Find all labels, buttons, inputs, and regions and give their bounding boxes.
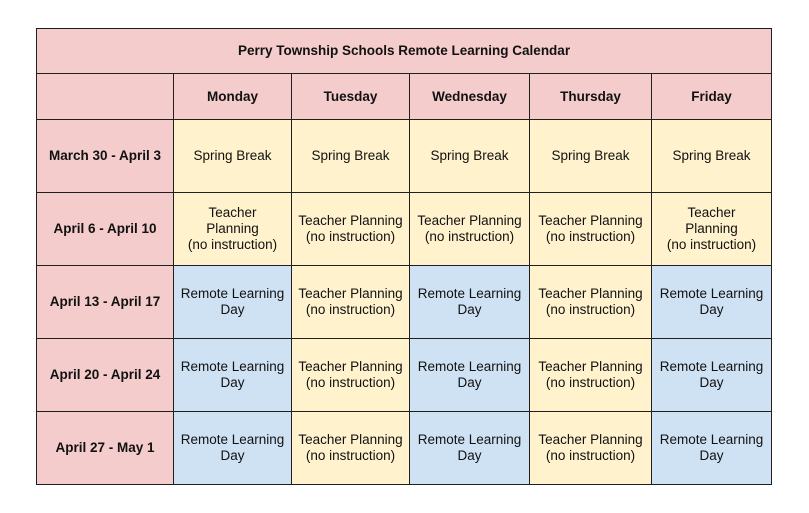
day-cell-tuesday <box>292 412 410 485</box>
cell-text-line: Teacher Planning <box>538 359 643 374</box>
day-cell-monday <box>174 412 292 485</box>
day-cell-thursday <box>530 120 652 193</box>
cell-text-line: Teacher Planning <box>538 286 643 301</box>
cell-text-line: Day <box>699 302 724 317</box>
cell-text-line: Day <box>457 302 482 317</box>
cell-text-line: (no instruction) <box>424 229 515 244</box>
cell-text-line: Spring Break <box>311 148 390 163</box>
day-cell-wednesday <box>410 120 530 193</box>
day-header-thursday: Thursday <box>530 74 652 120</box>
cell-text-line: (no instruction) <box>545 448 636 463</box>
cell-text-line: Remote Learning <box>417 286 522 301</box>
cell-text-line: Day <box>220 448 245 463</box>
day-cell-monday <box>174 266 292 339</box>
day-cell-friday <box>652 266 772 339</box>
cell-text-line: Teacher Planning <box>298 432 403 447</box>
cell-text-line: Remote Learning <box>180 286 285 301</box>
cell-text-line: Day <box>457 448 482 463</box>
cell-text-line: Teacher Planning <box>417 213 522 228</box>
cell-text-line: Remote Learning <box>417 432 522 447</box>
cell-text-line: Spring Break <box>672 148 751 163</box>
day-cell-monday <box>174 120 292 193</box>
cell-text-line: Planning <box>685 221 738 236</box>
day-cell-wednesday <box>410 339 530 412</box>
cell-text-line: Remote Learning <box>180 432 285 447</box>
week-row <box>37 412 772 485</box>
week-label: April 6 - April 10 <box>37 193 174 266</box>
day-cell-wednesday <box>410 193 530 266</box>
day-header-tuesday: Tuesday <box>292 74 410 120</box>
calendar-title: Perry Township Schools Remote Learning Calendar <box>37 29 772 74</box>
cell-text-line: (no instruction) <box>305 229 396 244</box>
cell-text-line: Day <box>220 375 245 390</box>
cell-text-line: Remote Learning <box>659 432 764 447</box>
day-cell-monday <box>174 193 292 266</box>
cell-text-line: Spring Break <box>193 148 272 163</box>
cell-text-line: Teacher Planning <box>538 432 643 447</box>
day-cell-friday <box>652 412 772 485</box>
cell-text-line: Remote Learning <box>659 286 764 301</box>
cell-text-line: Remote Learning <box>180 359 285 374</box>
day-cell-tuesday <box>292 193 410 266</box>
cell-text-line: Teacher Planning <box>538 213 643 228</box>
cell-text-line: Spring Break <box>430 148 509 163</box>
cell-text-line: Teacher <box>208 205 257 220</box>
day-cell-thursday <box>530 412 652 485</box>
cell-text-line: (no instruction) <box>545 229 636 244</box>
day-cell-thursday <box>530 193 652 266</box>
cell-text-line: Spring Break <box>551 148 630 163</box>
cell-text-line: Teacher Planning <box>298 359 403 374</box>
cell-text-line: (no instruction) <box>305 302 396 317</box>
day-cell-wednesday <box>410 412 530 485</box>
day-header-wednesday: Wednesday <box>410 74 530 120</box>
cell-text-line: (no instruction) <box>305 375 396 390</box>
day-cell-tuesday <box>292 266 410 339</box>
remote-learning-calendar <box>36 28 772 485</box>
cell-text-line: Day <box>699 375 724 390</box>
week-label: April 20 - April 24 <box>37 339 174 412</box>
day-cell-friday <box>652 193 772 266</box>
day-cell-thursday <box>530 339 652 412</box>
week-label: April 13 - April 17 <box>37 266 174 339</box>
cell-text-line: (no instruction) <box>305 448 396 463</box>
day-cell-thursday <box>530 266 652 339</box>
day-cell-tuesday <box>292 120 410 193</box>
cell-text-line: Remote Learning <box>659 359 764 374</box>
week-label: April 27 - May 1 <box>37 412 174 485</box>
cell-text-line: (no instruction) <box>666 237 757 252</box>
day-cell-wednesday <box>410 266 530 339</box>
corner-cell <box>37 74 174 120</box>
cell-text-line: Teacher Planning <box>298 286 403 301</box>
cell-text-line: Day <box>699 448 724 463</box>
week-row <box>37 193 772 266</box>
day-header-friday: Friday <box>652 74 772 120</box>
week-row <box>37 120 772 193</box>
cell-text-line: Teacher <box>687 205 736 220</box>
week-row <box>37 266 772 339</box>
cell-text-line: (no instruction) <box>187 237 278 252</box>
day-cell-friday <box>652 339 772 412</box>
cell-text-line: Day <box>457 375 482 390</box>
cell-text-line: Remote Learning <box>417 359 522 374</box>
cell-text-line: Day <box>220 302 245 317</box>
week-label: March 30 - April 3 <box>37 120 174 193</box>
day-cell-tuesday <box>292 339 410 412</box>
day-cell-monday <box>174 339 292 412</box>
day-cell-friday <box>652 120 772 193</box>
week-row <box>37 339 772 412</box>
cell-text-line: Teacher Planning <box>298 213 403 228</box>
cell-text-line: (no instruction) <box>545 375 636 390</box>
cell-text-line: (no instruction) <box>545 302 636 317</box>
cell-text-line: Planning <box>206 221 259 236</box>
day-header-monday: Monday <box>174 74 292 120</box>
